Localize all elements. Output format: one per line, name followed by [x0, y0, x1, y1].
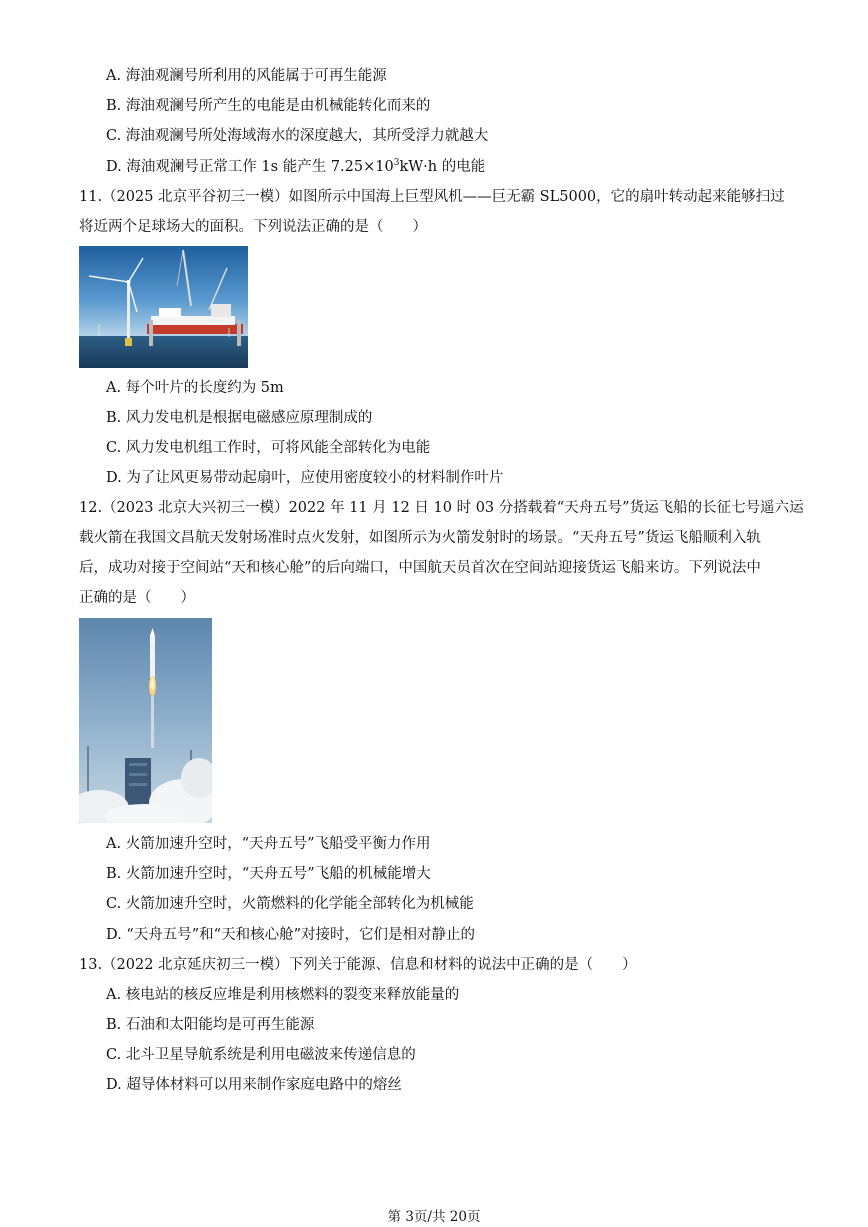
- q12-option-d: D. “天舟五号”和“天和核心舱”对接时，它们是相对静止的: [106, 927, 475, 943]
- rocket-launch-photo: [79, 618, 212, 823]
- q12-option-c: C. 火箭加速升空时，火箭燃料的化学能全部转化为机械能: [106, 896, 474, 912]
- q10-option-d: [106, 157, 485, 177]
- q13-option-b: B. 石油和太阳能均是可再生能源: [106, 1017, 315, 1033]
- q10-option-c: C. 海油观澜号所处海域海水的深度越大，其所受浮力就越大: [106, 128, 489, 144]
- q11-stem-line1: 11.（2025 北京平谷初三一模）如图所示中国海上巨型风机——巨无霸 SL5000，它的扇叶转动起来能够扫过: [79, 189, 785, 205]
- q12-option-b: B. 火箭加速升空时，“天舟五号”飞船的机械能增大: [106, 866, 431, 882]
- q12-stem-line1: 12.（2023 北京大兴初三一模）2022 年 11 月 12 日 10 时 03 分搭载着“天舟五号”货运飞船的长征七号遥六运: [79, 500, 804, 516]
- q11-option-c: C. 风力发电机组工作时，可将风能全部转化为电能: [106, 440, 431, 456]
- q12-option-a: A. 火箭加速升空时，“天舟五号”飞船受平衡力作用: [106, 836, 431, 852]
- q10-option-d-pre: D. 海油观澜号正常工作 1s 能产生 7.25×10: [106, 159, 394, 175]
- q12-stem-line4: 正确的是（ ）: [79, 590, 195, 606]
- q10-option-d-exponent: 3: [393, 158, 400, 169]
- wind-turbine-photo: [79, 246, 248, 368]
- q11-option-b: B. 风力发电机是根据电磁感应原理制成的: [106, 410, 373, 426]
- q11-option-d: D. 为了让风更易带动起扇叶，应使用密度较小的材料制作叶片: [106, 470, 504, 486]
- q12-stem-line3: 后，成功对接于空间站“天和核心舱”的后向端口，中国航天员首次在空间站迎接货运飞船来访。下列说法中: [79, 560, 761, 576]
- q12-stem-line2: 载火箭在我国文昌航天发射场准时点火发射，如图所示为火箭发射时的场景。“天舟五号”货运飞船顺利入轨: [79, 530, 761, 546]
- q11-stem-line2: 将近两个足球场大的面积。下列说法正确的是（ ）: [79, 219, 427, 235]
- q10-option-a: A. 海油观澜号所利用的风能属于可再生能源: [106, 68, 387, 84]
- q10-option-b: B. 海油观澜号所产生的电能是由机械能转化而来的: [106, 98, 431, 114]
- q10-option-d-post: kW·h 的电能: [399, 159, 486, 175]
- q11-option-a: A. 每个叶片的长度约为 5m: [106, 380, 284, 396]
- q13-option-d: D. 超导体材料可以用来制作家庭电路中的熔丝: [106, 1077, 402, 1093]
- q13-option-c: C. 北斗卫星导航系统是利用电磁波来传递信息的: [106, 1047, 416, 1063]
- q13-stem: 13.（2022 北京延庆初三一模）下列关于能源、信息和材料的说法中正确的是（ ）: [79, 957, 637, 973]
- q13-option-a: A. 核电站的核反应堆是利用核燃料的裂变来释放能量的: [106, 987, 460, 1003]
- page-number-footer: 第 3页/共 20页: [387, 1209, 481, 1225]
